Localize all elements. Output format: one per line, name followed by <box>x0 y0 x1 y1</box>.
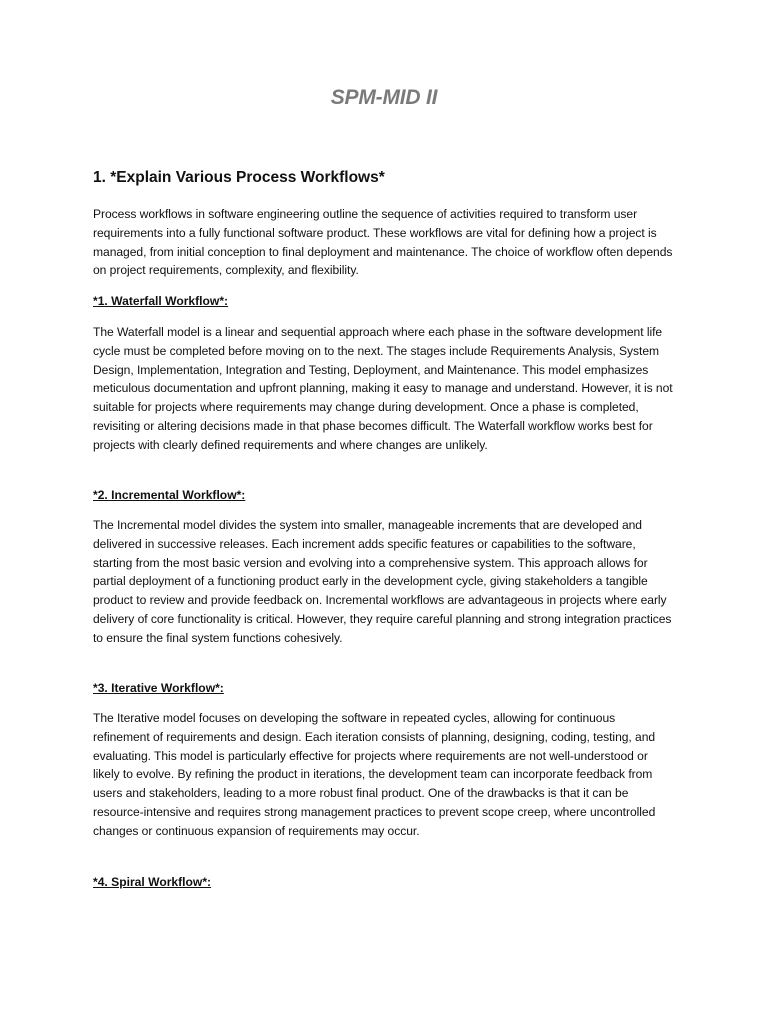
waterfall-subheading: *1. Waterfall Workflow*: <box>93 294 229 308</box>
waterfall-paragraph: The Waterfall model is a linear and sequential approach where each phase in the software development life cycle must be completed before moving on to the next. The stages include Requirements Analysis, System Design, Implementation, Integration and Testing, Deployment, and Maintenance. This model emphasizes meticulous documentation and upfront planning, making it easy to manage and understand. However, it is not suitable for projects where requirements may change during development. Once a phase is completed, revisiting or altering decisions made in that phase becomes difficult. The Waterfall workflow works best for projects with clearly defined requirements and where changes are unlikely. <box>93 325 673 452</box>
iterative-paragraph: The Iterative model focuses on developing the software in repeated cycles, allowing for continuous refinement of requirements and design. Each iteration consists of planning, designing, coding, testing, and evaluating. This model is particularly effective for projects where requirements are not well-understood or likely to evolve. By refining the product in iterations, the development team can incorporate feedback from users and stakeholders, leading to a more robust final product. One of the drawbacks is that it can be resource-intensive and requires strong management practices to prevent scope creep, where uncontrolled changes or continuous expansion of requirements may occur. <box>93 711 656 838</box>
intro-paragraph: Process workflows in software engineering outline the sequence of activities required to transform user requirements into a fully functional software product. These workflows are vital for defining how a project is managed, from initial conception to final deployment and maintenance. The choice of workflow often depends on project requirements, complexity, and flexibility. <box>93 207 673 278</box>
question-heading: 1. *Explain Various Process Workflows* <box>93 169 385 186</box>
incremental-subheading: *2. Incremental Workflow*: <box>93 488 246 502</box>
iterative-subheading: *3. Iterative Workflow*: <box>93 681 224 695</box>
spiral-subheading: *4. Spiral Workflow*: <box>93 875 212 889</box>
document-title: SPM-MID II <box>330 86 438 109</box>
incremental-paragraph: The Incremental model divides the system into smaller, manageable increments that are developed and delivered in successive releases. Each increment adds specific features or capabilities to the software, starting from the most basic version and evolving into a comprehensive system. This approach allows for partial deployment of a functioning product early in the development cycle, giving stakeholders a tangible product to review and provide feedback on. Incremental workflows are advantageous in projects where early delivery of core functionality is critical. However, they require careful planning and strong integration practices to ensure the final system functions cohesively. <box>93 518 672 645</box>
